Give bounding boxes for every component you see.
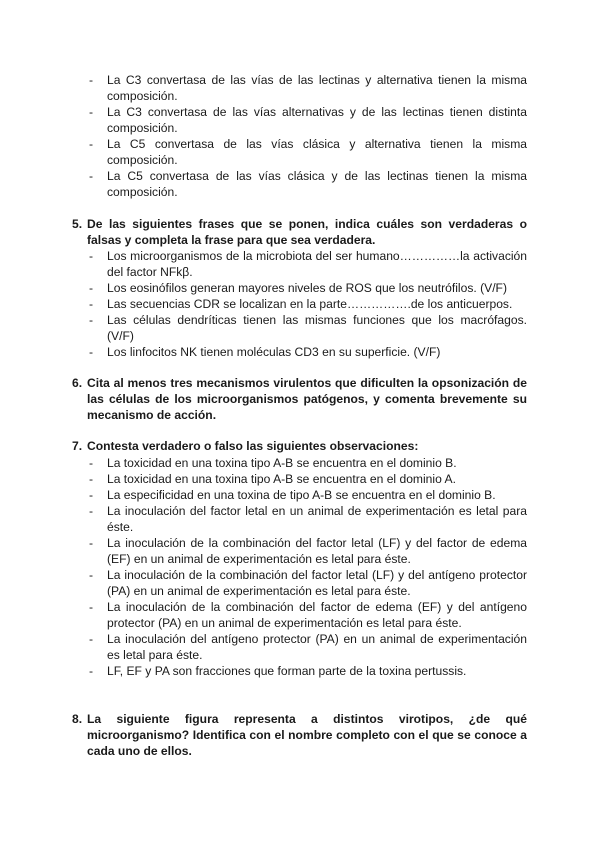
bullet-text: La inoculación de la combinación del factor letal (LF) y del factor de edema: [107, 536, 527, 550]
question-title: Contesta verdadero o falso las siguientes observaciones:: [87, 439, 419, 453]
bullet-text: La inoculación del antígeno protector (PA) en un animal de experimentación: [107, 632, 527, 646]
question-title: La siguiente figura representa a distintos virotipos, ¿de qué: [87, 712, 527, 726]
bullet-dash: -: [89, 472, 94, 486]
bullet-dash: -: [89, 504, 94, 518]
bullet-dash: -: [89, 345, 94, 359]
bullet-text: La toxicidad en una toxina tipo A-B se encuentra en el dominio B.: [107, 456, 457, 470]
bullet-text: La especificidad en una toxina de tipo A-B se encuentra en el dominio B.: [107, 488, 496, 502]
bullet-text: Las células dendríticas tienen las mismas funciones que los macrófagos.: [107, 313, 527, 327]
question-number: 8.: [72, 712, 83, 726]
bullet-text: (EF) en un animal de experimentación es letal para éste.: [107, 552, 411, 566]
bullet-text: La C3 convertasa de las vías de las lectinas y alternativa tienen la misma: [107, 73, 527, 87]
bullet-text: composición.: [107, 153, 178, 167]
bullet-dash: -: [89, 664, 94, 678]
question-title: falsas y completa la frase para que sea verdadera.: [87, 233, 376, 247]
question-title: De las siguientes frases que se ponen, indica cuáles son verdaderas o: [87, 217, 527, 231]
bullet-dash: -: [89, 73, 94, 87]
bullet-dash: -: [89, 536, 94, 550]
bullet-dash: -: [89, 488, 94, 502]
bullet-text: es letal para éste.: [107, 648, 203, 662]
bullet-dash: -: [89, 297, 94, 311]
bullet-dash: -: [89, 632, 94, 646]
bullet-text: Las secuencias CDR se localizan en la parte…………….de los anticuerpos.: [107, 297, 513, 311]
bullet-text: éste.: [107, 520, 134, 534]
question-number: 5.: [72, 217, 83, 231]
bullet-text: protector (PA) en un animal de experimentación es letal para éste.: [107, 616, 462, 630]
bullet-text: (PA) en un animal de experimentación es letal para éste.: [107, 584, 411, 598]
bullet-text: La toxicidad en una toxina tipo A-B se encuentra en el dominio A.: [107, 472, 456, 486]
bullet-dash: -: [89, 568, 94, 582]
bullet-text: Los microorganismos de la microbiota del ser humano……………la activación: [107, 249, 527, 263]
bullet-text: La C5 convertasa de las vías clásica y de las lectinas tienen la misma: [107, 169, 527, 183]
question-title: Cita al menos tres mecanismos virulentos que dificulten la opsonización de: [87, 376, 527, 390]
bullet-text: Los linfocitos NK tienen moléculas CD3 en su superficie. (V/F): [107, 345, 441, 359]
bullet-dash: -: [89, 105, 94, 119]
bullet-text: LF, EF y PA son fracciones que forman parte de la toxina pertussis.: [107, 664, 467, 678]
bullet-text: La C5 convertasa de las vías clásica y alternativa tienen la misma: [107, 137, 527, 151]
question-title: microorganismo? Identifica con el nombre completo con el que se conoce a: [87, 728, 527, 742]
question-number: 6.: [72, 376, 83, 390]
bullet-dash: -: [89, 137, 94, 151]
bullet-text: La inoculación del factor letal en un animal de experimentación es letal para: [107, 504, 527, 518]
bullet-dash: -: [89, 600, 94, 614]
bullet-text: Los eosinófilos generan mayores niveles de ROS que los neutrófilos. (V/F): [107, 281, 507, 295]
bullet-dash: -: [89, 456, 94, 470]
bullet-text: La C3 convertasa de las vías alternativas y de las lectinas tienen distinta: [107, 105, 527, 119]
bullet-dash: -: [89, 249, 94, 263]
bullet-text: La inoculación de la combinación del factor de edema (EF) y del antígeno: [107, 600, 527, 614]
question-title: cada uno de ellos.: [87, 744, 192, 758]
bullet-text: composición.: [107, 89, 178, 103]
bullet-text: composición.: [107, 121, 178, 135]
bullet-text: La inoculación de la combinación del factor letal (LF) y del antígeno protector: [107, 568, 527, 582]
bullet-dash: -: [89, 313, 94, 327]
question-title: las células de los microorganismos patógenos, y comenta brevemente su: [87, 392, 527, 406]
bullet-text: del factor NFkβ.: [107, 265, 193, 279]
question-title: mecanismo de acción.: [87, 408, 217, 422]
bullet-text: (V/F): [107, 329, 134, 343]
question-number: 7.: [72, 439, 83, 453]
bullet-dash: -: [89, 169, 94, 183]
bullet-dash: -: [89, 281, 94, 295]
bullet-text: composición.: [107, 185, 178, 199]
